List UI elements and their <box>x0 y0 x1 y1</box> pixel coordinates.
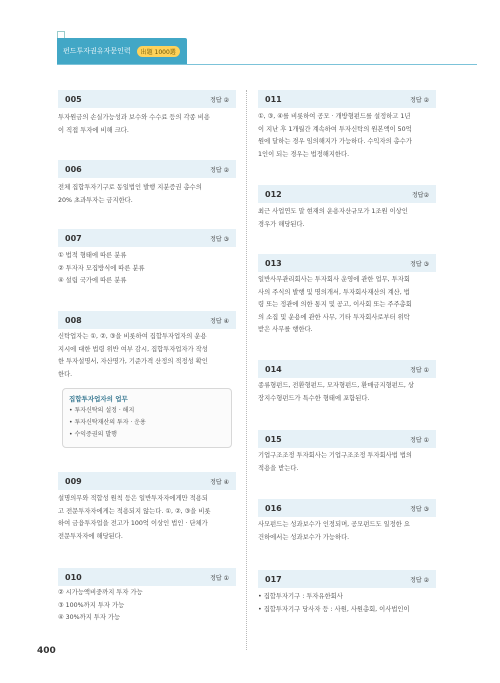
question-number: 017 <box>265 574 282 584</box>
explanation-line: 전문투자자에 해당된다. <box>58 532 123 540</box>
answer-label: 정답 ② <box>410 576 429 584</box>
explanation-line: 일반사무관리회사는 투자회사 운영에 관한 업무, 투자회 <box>258 276 410 283</box>
answer-label: 정답 ③ <box>410 260 429 268</box>
answer-label: 정답 ④ <box>210 478 229 486</box>
question-header-007 <box>58 229 236 247</box>
explanation-line: 한다. <box>58 370 73 378</box>
explanation-014 <box>258 380 440 405</box>
explanation-line: 이 직접 투자에 비해 크다. <box>58 126 129 134</box>
info-box-item: • 투자신탁의 설정 · 해지 <box>69 407 135 414</box>
answer-label: 정답 ② <box>210 166 229 174</box>
question-number: 006 <box>65 164 82 174</box>
question-number: 015 <box>265 434 282 444</box>
section-badge: 出題 1000選 <box>137 46 180 57</box>
question-number: 016 <box>265 503 282 513</box>
column-divider <box>246 90 247 650</box>
info-box-item: • 수익증권의 발행 <box>69 431 117 438</box>
explanation-010 <box>58 587 240 625</box>
explanation-line: 장지수형펀드가 특수한 형태에 포함된다. <box>258 394 370 402</box>
question-number: 008 <box>65 315 82 325</box>
explanation-line: 전체 집합투자기구로 동일법인 발행 지분증권 총수의 <box>58 184 202 191</box>
explanation-015 <box>258 450 440 475</box>
answer-label: 정답 ① <box>410 366 429 374</box>
header-rule <box>57 64 477 65</box>
question-number: 009 <box>65 476 82 486</box>
info-box-title: 집합투자업자의 업무 <box>69 395 128 403</box>
answer-label: 정답 ③ <box>410 505 429 513</box>
explanation-013 <box>258 274 440 337</box>
explanation-line: 20% 초과투자는 금지한다. <box>58 196 133 204</box>
question-header-009 <box>58 472 236 490</box>
explanation-line: 지시에 대한 법령 위반 여부 감시, 집합투자업자가 작성 <box>58 345 208 353</box>
section-header-tab <box>57 38 187 64</box>
question-header-011 <box>258 90 436 108</box>
answer-label: 정답② <box>412 191 429 199</box>
explanation-line: ③ 100%까지 투자 가능 <box>58 601 125 609</box>
explanation-line: 기업구조조정 투자회사는 기업구조조정 투자회사법 법의 <box>258 452 412 459</box>
explanation-line: 설명의무와 적합성 원칙 등은 일반투자자에게만 적용되 <box>58 495 208 502</box>
explanation-009 <box>58 493 240 543</box>
question-number: 010 <box>65 572 82 582</box>
explanation-line: 고 전문투자자에게는 적용되지 않는다. ①, ②, ③을 비롯 <box>58 507 211 515</box>
explanation-line: 신탁업자는 ①, ②, ③을 비롯하여 집합투자업자의 운용 <box>58 333 207 340</box>
answer-label: 정답 ① <box>210 574 229 582</box>
section-title: 펀드투자권유자문인력 <box>63 47 131 55</box>
answer-label: 정답 ① <box>410 436 429 444</box>
explanation-006 <box>58 182 240 207</box>
question-header-014 <box>258 360 436 378</box>
explanation-005 <box>58 112 240 137</box>
explanation-line: 적용을 받는다. <box>258 464 299 472</box>
explanation-007 <box>58 250 240 288</box>
explanation-012 <box>258 206 440 231</box>
explanation-line: ④ 30%까지 투자 가능 <box>58 614 121 622</box>
question-header-006 <box>58 160 236 178</box>
answer-label: 정답 ② <box>410 96 429 104</box>
question-header-012 <box>258 185 436 203</box>
explanation-line: 건하에서는 성과보수가 가능하다. <box>258 533 350 541</box>
question-header-015 <box>258 430 436 448</box>
explanation-line: 1인이 되는 경우는 법정해지한다. <box>258 150 350 158</box>
explanation-line: 경우가 해당된다. <box>258 220 305 228</box>
explanation-line: • 집합투자기구 : 투자유한회사 <box>258 593 343 600</box>
question-number: 007 <box>65 233 82 243</box>
explanation-line: ④ 설립 국가에 따른 분류 <box>58 277 127 285</box>
answer-label: 정답 ④ <box>210 317 229 325</box>
explanation-line: 한 투자설명서, 자산명가, 기준가격 산정의 적정성 확인 <box>58 358 208 366</box>
question-header-008 <box>58 311 236 329</box>
question-header-013 <box>258 254 436 272</box>
info-box-item: • 투자신탁재산의 투자 · 운용 <box>69 419 146 426</box>
question-number: 012 <box>265 189 282 199</box>
explanation-line: 받은 사무를 행한다. <box>258 326 313 334</box>
answer-label: 정답 ③ <box>210 235 229 243</box>
page-number: 400 <box>37 646 56 656</box>
explanation-line: 령 또는 정관에 의한 통지 및 공고, 이사회 또는 주주총회 <box>258 301 412 309</box>
question-number: 013 <box>265 258 282 268</box>
question-header-017 <box>258 570 436 588</box>
info-box-fund-manager-duties <box>62 388 232 448</box>
explanation-line: 하여 금융투자업을 전고가 100억 이상인 법인 · 단체가 <box>58 520 208 528</box>
explanation-line: ① 법적 형태에 따른 분류 <box>58 252 127 259</box>
question-number: 011 <box>265 94 282 104</box>
question-number: 005 <box>65 94 82 104</box>
explanation-line: 최근 사업연도 말 현재의 운용자산규모가 1조원 이상인 <box>258 208 408 215</box>
explanation-line: 투자원금의 손실가능성과 보수와 수수료 등의 각종 비용 <box>58 114 210 121</box>
explanation-016 <box>258 519 440 544</box>
question-header-016 <box>258 499 436 517</box>
explanation-017 <box>258 591 440 616</box>
explanation-line: 종류형펀드, 전환형펀드, 모자형펀드, 환매금지형펀드, 상 <box>258 382 414 389</box>
question-header-010 <box>58 568 236 586</box>
question-number: 014 <box>265 364 282 374</box>
explanation-line: 사의 주식의 발행 및 명의개서, 투자회사재산의 계산, 법 <box>258 288 410 296</box>
question-header-005 <box>58 90 236 108</box>
explanation-008 <box>58 331 240 381</box>
explanation-line: 사모펀드는 성과보수가 인정되며, 공모펀드도 일정한 요 <box>258 521 410 528</box>
explanation-line: 의 소집 및 운용에 관한 사무, 기타 투자회사로부터 위탁 <box>258 313 410 321</box>
explanation-line: ② 시가능액비중까지 투자 가능 <box>58 589 143 596</box>
explanation-line: 이 지난 후 1개월간 계속하여 투자신탁의 원본액이 50억 <box>258 125 412 133</box>
explanation-line: ①, ③, ④를 비롯하여 공모 · 개방형펀드를 설정하고 1년 <box>258 113 411 120</box>
explanation-line: ② 투자자 모집방식에 따른 분류 <box>58 264 145 272</box>
explanation-line: • 집합투자기구 당사자 등 : 사원, 사원총회, 이사법인이 <box>258 605 410 613</box>
explanation-011 <box>258 111 440 161</box>
explanation-line: 원에 달하는 경우 임의해지가 가능하다. 수익자의 총수가 <box>258 138 412 146</box>
answer-label: 정답 ② <box>210 96 229 104</box>
